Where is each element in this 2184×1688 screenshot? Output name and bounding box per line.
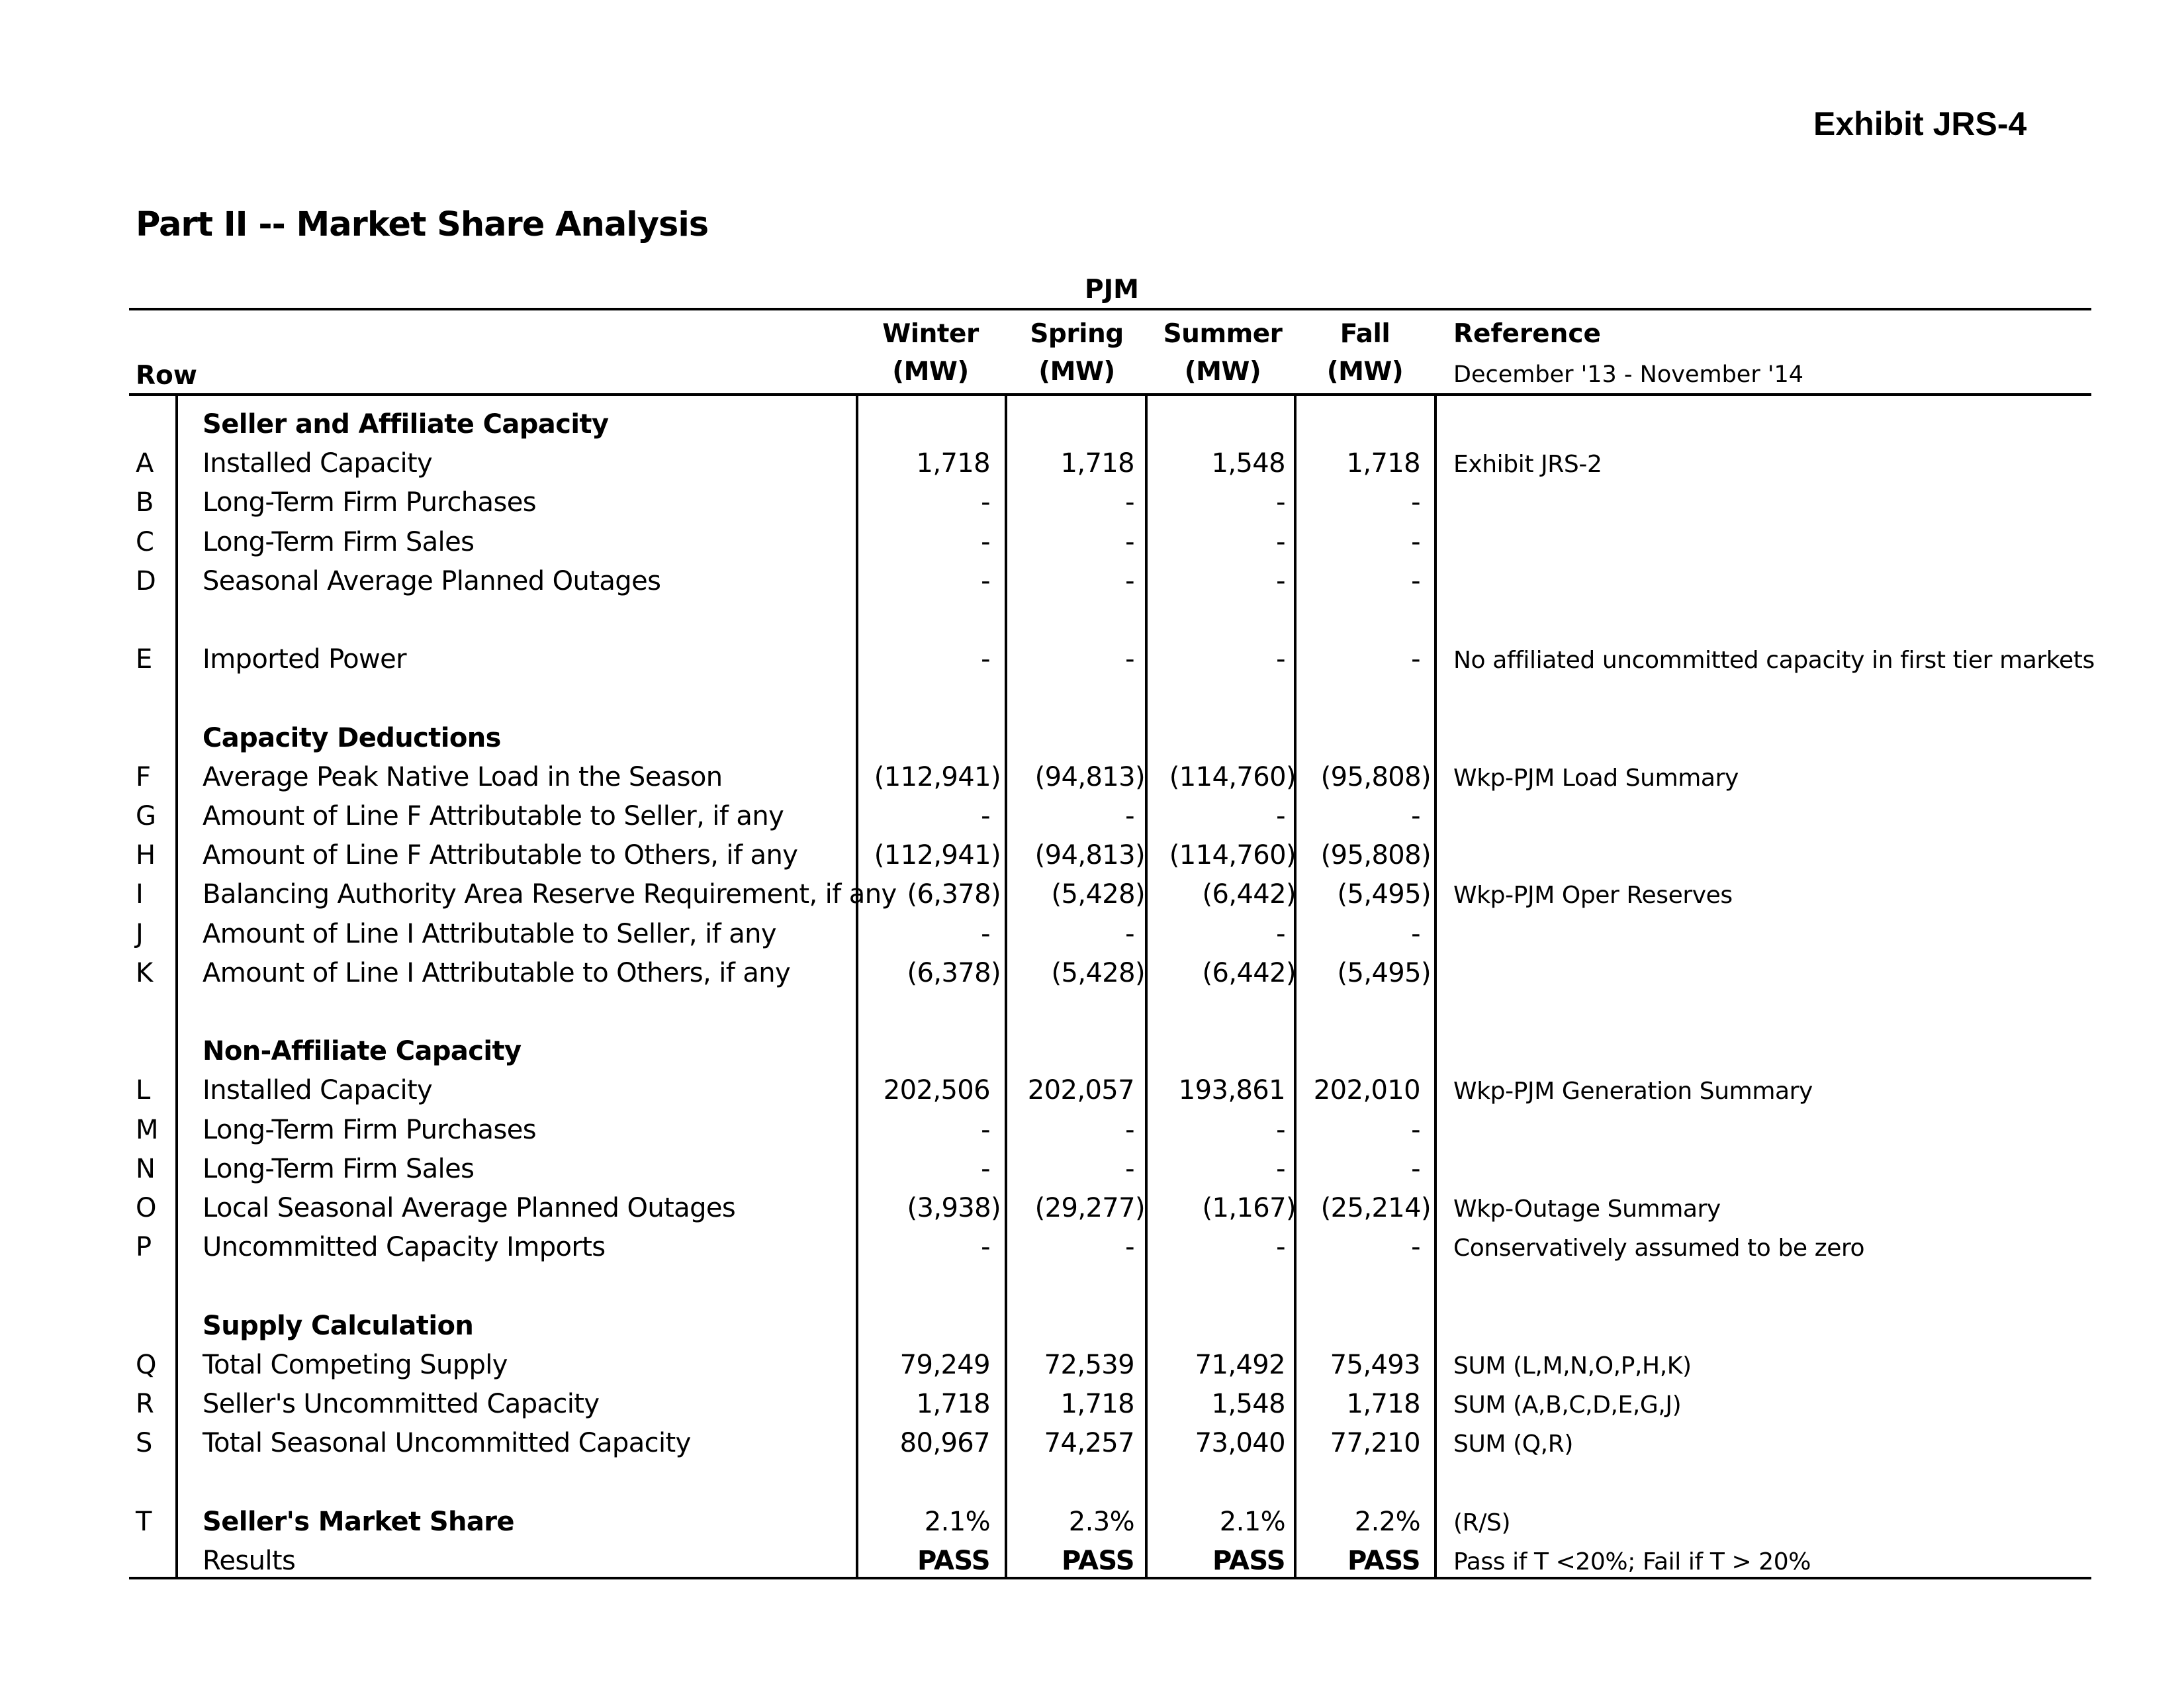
value-fall: -: [1411, 1154, 1420, 1184]
header-bottom-rule: [129, 393, 2091, 396]
value-fall: 77,210: [1330, 1428, 1420, 1458]
value-summer: -: [1276, 919, 1285, 949]
value-spring: -: [1125, 566, 1134, 596]
value-winter: -: [981, 919, 990, 949]
value-winter: 79,249: [899, 1350, 990, 1380]
value-fall: -: [1411, 644, 1420, 675]
row-reference: Wkp-PJM Oper Reserves: [1453, 882, 1733, 909]
section-heading-row: [0, 1311, 2184, 1350]
value-fall: -: [1411, 919, 1420, 949]
blank-row: [0, 1467, 2184, 1506]
value-fall: 1,718: [1346, 1389, 1420, 1419]
blank-row: [0, 997, 2184, 1036]
section-heading-row: [0, 409, 2184, 448]
value-summer: 193,861: [1178, 1075, 1285, 1105]
season-header-fall: [1297, 319, 1433, 387]
season-unit: (MW): [1326, 357, 1404, 387]
value-winter: -: [981, 487, 990, 518]
row-label: Long-Term Firm Sales: [203, 1154, 475, 1184]
row-label: Seasonal Average Planned Outages: [203, 566, 661, 596]
row-label: Total Seasonal Uncommitted Capacity: [203, 1428, 691, 1458]
row-code: C: [136, 527, 154, 557]
value-winter: 202,506: [883, 1075, 990, 1105]
season-header-winter: [860, 319, 1001, 387]
row-reference: Exhibit JRS-2: [1453, 451, 1602, 478]
table-row: [0, 879, 2184, 918]
value-summer: -: [1276, 801, 1285, 831]
value-spring: -: [1125, 919, 1134, 949]
season-header-summer: [1152, 319, 1294, 387]
row-label: Local Seasonal Average Planned Outages: [203, 1193, 736, 1223]
section-heading: Seller and Affiliate Capacity: [203, 409, 609, 440]
value-winter: -: [981, 644, 990, 675]
blank-row: [0, 605, 2184, 644]
value-spring: (5,428): [1051, 958, 1145, 988]
value-fall: (5,495): [1337, 879, 1431, 910]
value-winter: (112,941): [874, 762, 1001, 792]
value-fall: -: [1411, 1232, 1420, 1262]
value-winter: 1,718: [916, 448, 990, 479]
row-code: S: [136, 1428, 152, 1458]
row-code: Q: [136, 1350, 156, 1380]
value-summer: -: [1276, 1154, 1285, 1184]
table-row: [0, 487, 2184, 526]
value-spring: -: [1125, 1115, 1134, 1145]
exhibit-label: Exhibit JRS-4: [1813, 105, 2027, 142]
value-summer: 1,548: [1211, 1389, 1285, 1419]
table-row: [0, 1115, 2184, 1154]
row-label: Installed Capacity: [203, 448, 433, 479]
value-summer: (6,442): [1202, 879, 1296, 910]
value-spring: (94,813): [1034, 840, 1145, 870]
value-fall: 1,718: [1346, 448, 1420, 479]
row-code: H: [136, 840, 156, 870]
value-fall: -: [1411, 527, 1420, 557]
table-row: [0, 840, 2184, 879]
row-reference: Wkp-Outage Summary: [1453, 1196, 1721, 1223]
row-code: N: [136, 1154, 156, 1184]
season-name: Fall: [1340, 319, 1390, 349]
row-reference: (R/S): [1453, 1509, 1511, 1536]
value-winter: 1,718: [916, 1389, 990, 1419]
value-winter: -: [981, 801, 990, 831]
row-label: Uncommitted Capacity Imports: [203, 1232, 606, 1262]
season-unit: (MW): [1038, 357, 1115, 387]
value-spring: -: [1125, 1154, 1134, 1184]
season-unit: (MW): [892, 357, 969, 387]
value-spring: (5,428): [1051, 879, 1145, 910]
row-code: M: [136, 1115, 158, 1145]
row-label: Amount of Line I Attributable to Others, if any: [203, 958, 791, 988]
row-code: I: [136, 879, 144, 910]
region-heading: PJM: [1085, 275, 1139, 305]
value-spring: 74,257: [1044, 1428, 1134, 1458]
table-row: [0, 1507, 2184, 1546]
row-label: Amount of Line F Attributable to Others, if any: [203, 840, 798, 870]
value-spring: (29,277): [1034, 1193, 1145, 1223]
table-row: [0, 448, 2184, 487]
table-row: [0, 762, 2184, 801]
value-spring: -: [1125, 801, 1134, 831]
section-heading-row: [0, 723, 2184, 762]
value-spring: 2.3%: [1068, 1507, 1134, 1537]
section-heading: Supply Calculation: [203, 1311, 474, 1341]
section-heading: Non-Affiliate Capacity: [203, 1036, 522, 1066]
value-summer: -: [1276, 644, 1285, 675]
value-fall: -: [1411, 487, 1420, 518]
row-reference: Conservatively assumed to be zero: [1453, 1235, 1865, 1262]
value-summer: 1,548: [1211, 448, 1285, 479]
table-row: [0, 1350, 2184, 1389]
reference-column-header: Reference: [1453, 319, 1601, 349]
value-summer: -: [1276, 1115, 1285, 1145]
value-winter: (6,378): [907, 958, 1001, 988]
row-reference: SUM (A,B,C,D,E,G,J): [1453, 1391, 1682, 1419]
table-row: [0, 1428, 2184, 1467]
value-spring: -: [1125, 644, 1134, 675]
page-title: Part II -- Market Share Analysis: [136, 205, 709, 244]
season-name: Winter: [882, 319, 979, 349]
value-winter: -: [981, 1154, 990, 1184]
value-spring: -: [1125, 527, 1134, 557]
value-winter: -: [981, 527, 990, 557]
value-summer: PASS: [1212, 1546, 1285, 1576]
value-summer: (114,760): [1169, 762, 1296, 792]
value-fall: (95,808): [1320, 840, 1431, 870]
value-fall: 2.2%: [1354, 1507, 1420, 1537]
value-winter: (112,941): [874, 840, 1001, 870]
row-reference: Pass if T <20%; Fail if T > 20%: [1453, 1548, 1811, 1575]
row-code: E: [136, 644, 152, 675]
row-code: J: [136, 919, 144, 949]
row-label: Balancing Authority Area Reserve Requirement, if any: [203, 879, 897, 910]
row-column-header: Row: [136, 361, 197, 391]
value-fall: -: [1411, 566, 1420, 596]
value-winter: 2.1%: [924, 1507, 990, 1537]
table-row: [0, 644, 2184, 683]
value-fall: -: [1411, 1115, 1420, 1145]
value-summer: -: [1276, 566, 1285, 596]
row-label: Amount of Line F Attributable to Seller, if any: [203, 801, 784, 831]
row-code: B: [136, 487, 154, 518]
blank-row: [0, 683, 2184, 722]
value-fall: -: [1411, 801, 1420, 831]
table-row: [0, 958, 2184, 997]
table-row: [0, 566, 2184, 605]
row-code: G: [136, 801, 156, 831]
row-label: Long-Term Firm Sales: [203, 527, 475, 557]
row-label: Seller's Uncommitted Capacity: [203, 1389, 600, 1419]
row-reference: Wkp-PJM Generation Summary: [1453, 1078, 1813, 1105]
season-name: Summer: [1163, 319, 1283, 349]
row-code: T: [136, 1507, 152, 1537]
value-winter: -: [981, 1115, 990, 1145]
value-summer: -: [1276, 487, 1285, 518]
table-row: [0, 1546, 2184, 1585]
row-label: Imported Power: [203, 644, 407, 675]
value-spring: PASS: [1061, 1546, 1134, 1576]
table-row: [0, 527, 2184, 566]
value-spring: 202,057: [1027, 1075, 1134, 1105]
row-reference: No affiliated uncommitted capacity in first tier markets: [1453, 647, 2095, 674]
season-name: Spring: [1030, 319, 1124, 349]
value-winter: PASS: [917, 1546, 990, 1576]
table-row: [0, 801, 2184, 840]
table-row: [0, 919, 2184, 958]
value-summer: (1,167): [1202, 1193, 1296, 1223]
row-reference: SUM (L,M,N,O,P,H,K): [1453, 1352, 1692, 1380]
row-code: P: [136, 1232, 152, 1262]
value-winter: -: [981, 566, 990, 596]
value-summer: (6,442): [1202, 958, 1296, 988]
value-fall: 75,493: [1330, 1350, 1420, 1380]
table-row: [0, 1154, 2184, 1193]
value-winter: -: [981, 1232, 990, 1262]
season-header-spring: [1007, 319, 1146, 387]
value-spring: -: [1125, 1232, 1134, 1262]
value-summer: -: [1276, 527, 1285, 557]
row-code: F: [136, 762, 151, 792]
value-winter: (6,378): [907, 879, 1001, 910]
row-label: Average Peak Native Load in the Season: [203, 762, 723, 792]
value-fall: PASS: [1347, 1546, 1420, 1576]
row-label: Long-Term Firm Purchases: [203, 1115, 536, 1145]
table-row: [0, 1232, 2184, 1271]
value-fall: (95,808): [1320, 762, 1431, 792]
row-label: Long-Term Firm Purchases: [203, 487, 536, 518]
table-row: [0, 1193, 2184, 1232]
value-spring: 1,718: [1060, 1389, 1134, 1419]
row-code: O: [136, 1193, 156, 1223]
value-summer: (114,760): [1169, 840, 1296, 870]
row-code: K: [136, 958, 153, 988]
table-row: [0, 1075, 2184, 1114]
section-heading: Capacity Deductions: [203, 723, 501, 753]
header-top-rule: [129, 308, 2091, 310]
value-spring: 1,718: [1060, 448, 1134, 479]
value-summer: 71,492: [1195, 1350, 1285, 1380]
season-unit: (MW): [1184, 357, 1261, 387]
blank-row: [0, 1271, 2184, 1310]
reference-period: December '13 - November '14: [1453, 361, 1804, 388]
value-winter: (3,938): [907, 1193, 1001, 1223]
value-fall: (5,495): [1337, 958, 1431, 988]
row-code: D: [136, 566, 156, 596]
row-label: Results: [203, 1546, 296, 1576]
value-fall: 202,010: [1313, 1075, 1420, 1105]
row-label: Seller's Market Share: [203, 1507, 514, 1537]
row-code: L: [136, 1075, 150, 1105]
row-reference: Wkp-PJM Load Summary: [1453, 765, 1739, 792]
section-heading-row: [0, 1036, 2184, 1075]
table-row: [0, 1389, 2184, 1428]
row-label: Installed Capacity: [203, 1075, 433, 1105]
value-spring: (94,813): [1034, 762, 1145, 792]
value-summer: 73,040: [1195, 1428, 1285, 1458]
value-summer: 2.1%: [1219, 1507, 1285, 1537]
value-spring: -: [1125, 487, 1134, 518]
row-label: Amount of Line I Attributable to Seller, if any: [203, 919, 776, 949]
row-code: A: [136, 448, 154, 479]
value-fall: (25,214): [1320, 1193, 1431, 1223]
value-winter: 80,967: [899, 1428, 990, 1458]
value-summer: -: [1276, 1232, 1285, 1262]
row-reference: SUM (Q,R): [1453, 1430, 1573, 1458]
row-code: R: [136, 1389, 154, 1419]
row-label: Total Competing Supply: [203, 1350, 508, 1380]
value-spring: 72,539: [1044, 1350, 1134, 1380]
